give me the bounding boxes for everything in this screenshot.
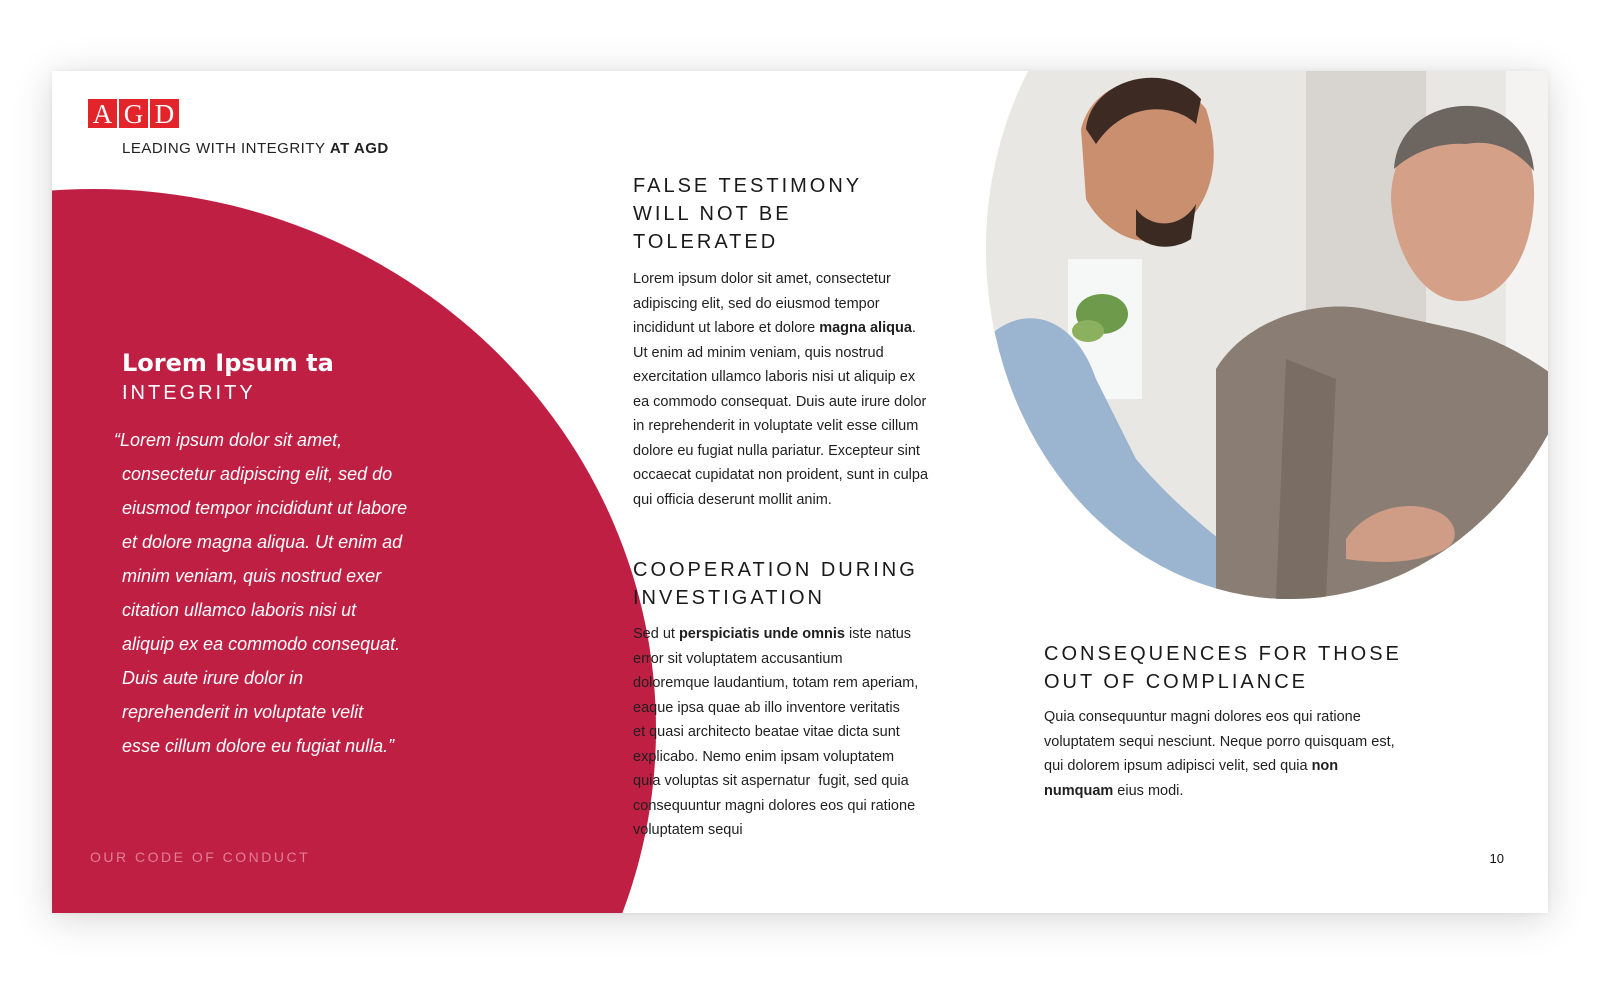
quote-line: aliquip ex ea commodo consequat. [122, 634, 401, 654]
body-text: . [911, 320, 916, 336]
body-line [633, 720, 973, 745]
body-text: qui dolorem ipsum adipisci velit, sed quia [1044, 758, 1312, 774]
quote-line: citation ullamco laboris nisi ut [122, 600, 357, 620]
body-text: voluptatem sequi nesciunt. Neque porro quisquam est, [1044, 733, 1395, 750]
body-line [633, 341, 973, 366]
body-text: consequuntur magni dolores eos qui ratione [633, 797, 916, 814]
quote-line: minim veniam, quis nostrud exer [122, 566, 382, 586]
body-line [633, 745, 973, 770]
heading-line: COOPERATION DURING [633, 559, 918, 581]
body-line [633, 365, 973, 390]
body-line [633, 488, 973, 513]
body-text: iste natus [844, 626, 912, 642]
body-text: occaecat cupidatat non proident, sunt in culpa [633, 467, 929, 483]
quote-line: consectetur adipiscing elit, sed do [122, 464, 393, 484]
body-text: eaque ipsa quae ab illo inventore veritatis [633, 699, 900, 716]
body-line [1044, 705, 1464, 730]
photo-illustration [986, 71, 1548, 599]
heading-line: WILL NOT BE [633, 203, 792, 225]
header-tagline [122, 140, 389, 157]
quote-line: eiusmod tempor incididunt ut labore [122, 498, 408, 518]
integrity-quote [114, 423, 444, 763]
tagline-emphasis: AT AGD [329, 140, 389, 157]
body-text: ea commodo consequat. Duis aute irure dolor [633, 393, 927, 410]
body-line [633, 267, 973, 292]
heading-line: FALSE TESTIMONY [633, 175, 863, 197]
sidebar-title: Lorem Ipsum ta [122, 349, 334, 377]
body-line [1044, 754, 1464, 779]
body-text: voluptatem sequi [633, 822, 743, 838]
section-body [633, 267, 973, 512]
heading-line: OUT OF COMPLIANCE [1044, 671, 1308, 693]
body-text: Ut enim ad minim veniam, quis nostrud [633, 344, 884, 361]
quote-line: esse cillum dolore eu fugiat nulla.” [122, 736, 395, 756]
body-line [633, 316, 973, 341]
page-number: 10 [1489, 851, 1504, 866]
body-text: exercitation ullamco laboris nisi ut aliquip ex [633, 369, 916, 385]
meeting-photo [986, 71, 1548, 599]
sidebar-subtitle: INTEGRITY [122, 382, 256, 404]
quote-line: et dolore magna aliqua. Ut enim ad [122, 532, 403, 552]
body-line [633, 622, 973, 647]
logo-letter: D [150, 99, 179, 128]
body-text: doloremque laudantium, totam rem aperiam, [633, 675, 919, 691]
body-line [633, 390, 973, 415]
emphasis-text: perspiciatis unde omnis [678, 626, 845, 642]
section-heading [633, 172, 862, 256]
body-line [633, 818, 973, 843]
section-body [1044, 705, 1464, 803]
body-text: Quia consequuntur magni dolores eos qui ratione [1044, 709, 1361, 725]
body-line [633, 292, 973, 317]
emphasis-text: magna aliqua [819, 320, 912, 336]
body-text: adipiscing elit, sed do eiusmod tempor [633, 295, 880, 312]
body-text: et quasi architecto beatae vitae dicta sunt [633, 724, 900, 740]
body-text: incididunt ut labore et dolore [633, 320, 820, 336]
body-line [633, 439, 973, 464]
logo-letter: A [88, 99, 117, 128]
quote-line: “Lorem ipsum dolor sit amet, [114, 430, 343, 450]
footer-label: OUR CODE OF CONDUCT [90, 849, 311, 865]
section-body [633, 622, 973, 843]
body-line [1044, 779, 1464, 804]
logo-letter: G [119, 99, 148, 128]
body-line [633, 463, 973, 488]
body-line [633, 647, 973, 672]
quote-line: Duis aute irure dolor in [122, 668, 304, 688]
body-text: error sit voluptatem accusantium [633, 650, 843, 667]
body-line [633, 671, 973, 696]
body-text: qui officia deserunt mollit anim. [633, 491, 832, 508]
emphasis-text: non [1311, 758, 1339, 774]
heading-line: CONSEQUENCES FOR THOSE [1044, 643, 1402, 665]
quote-line: reprehenderit in voluptate velit [122, 702, 364, 722]
body-text: dolore eu fugiat nulla pariatur. Excepteur sint [633, 442, 920, 459]
slide [52, 71, 1548, 913]
heading-line: TOLERATED [633, 231, 779, 253]
body-line [633, 414, 973, 439]
body-text: in reprehenderit in voluptate velit esse cillum [633, 418, 919, 434]
body-line [633, 794, 973, 819]
body-text: Sed ut [633, 626, 679, 642]
agd-logo [88, 99, 179, 128]
tagline-text: LEADING WITH INTEGRITY [122, 140, 330, 157]
body-text: eius modi. [1113, 782, 1184, 799]
body-line [633, 769, 973, 794]
section-heading [633, 556, 918, 612]
body-text: explicabo. Nemo enim ipsam voluptatem [633, 748, 895, 765]
heading-line: INVESTIGATION [633, 587, 825, 609]
body-text: quia voluptas sit aspernatur fugit, sed quia [633, 773, 909, 789]
section-heading [1044, 640, 1402, 696]
body-line [1044, 730, 1464, 755]
emphasis-text: numquam [1044, 782, 1114, 799]
body-line [633, 696, 973, 721]
body-text: Lorem ipsum dolor sit amet, consectetur [633, 271, 891, 287]
